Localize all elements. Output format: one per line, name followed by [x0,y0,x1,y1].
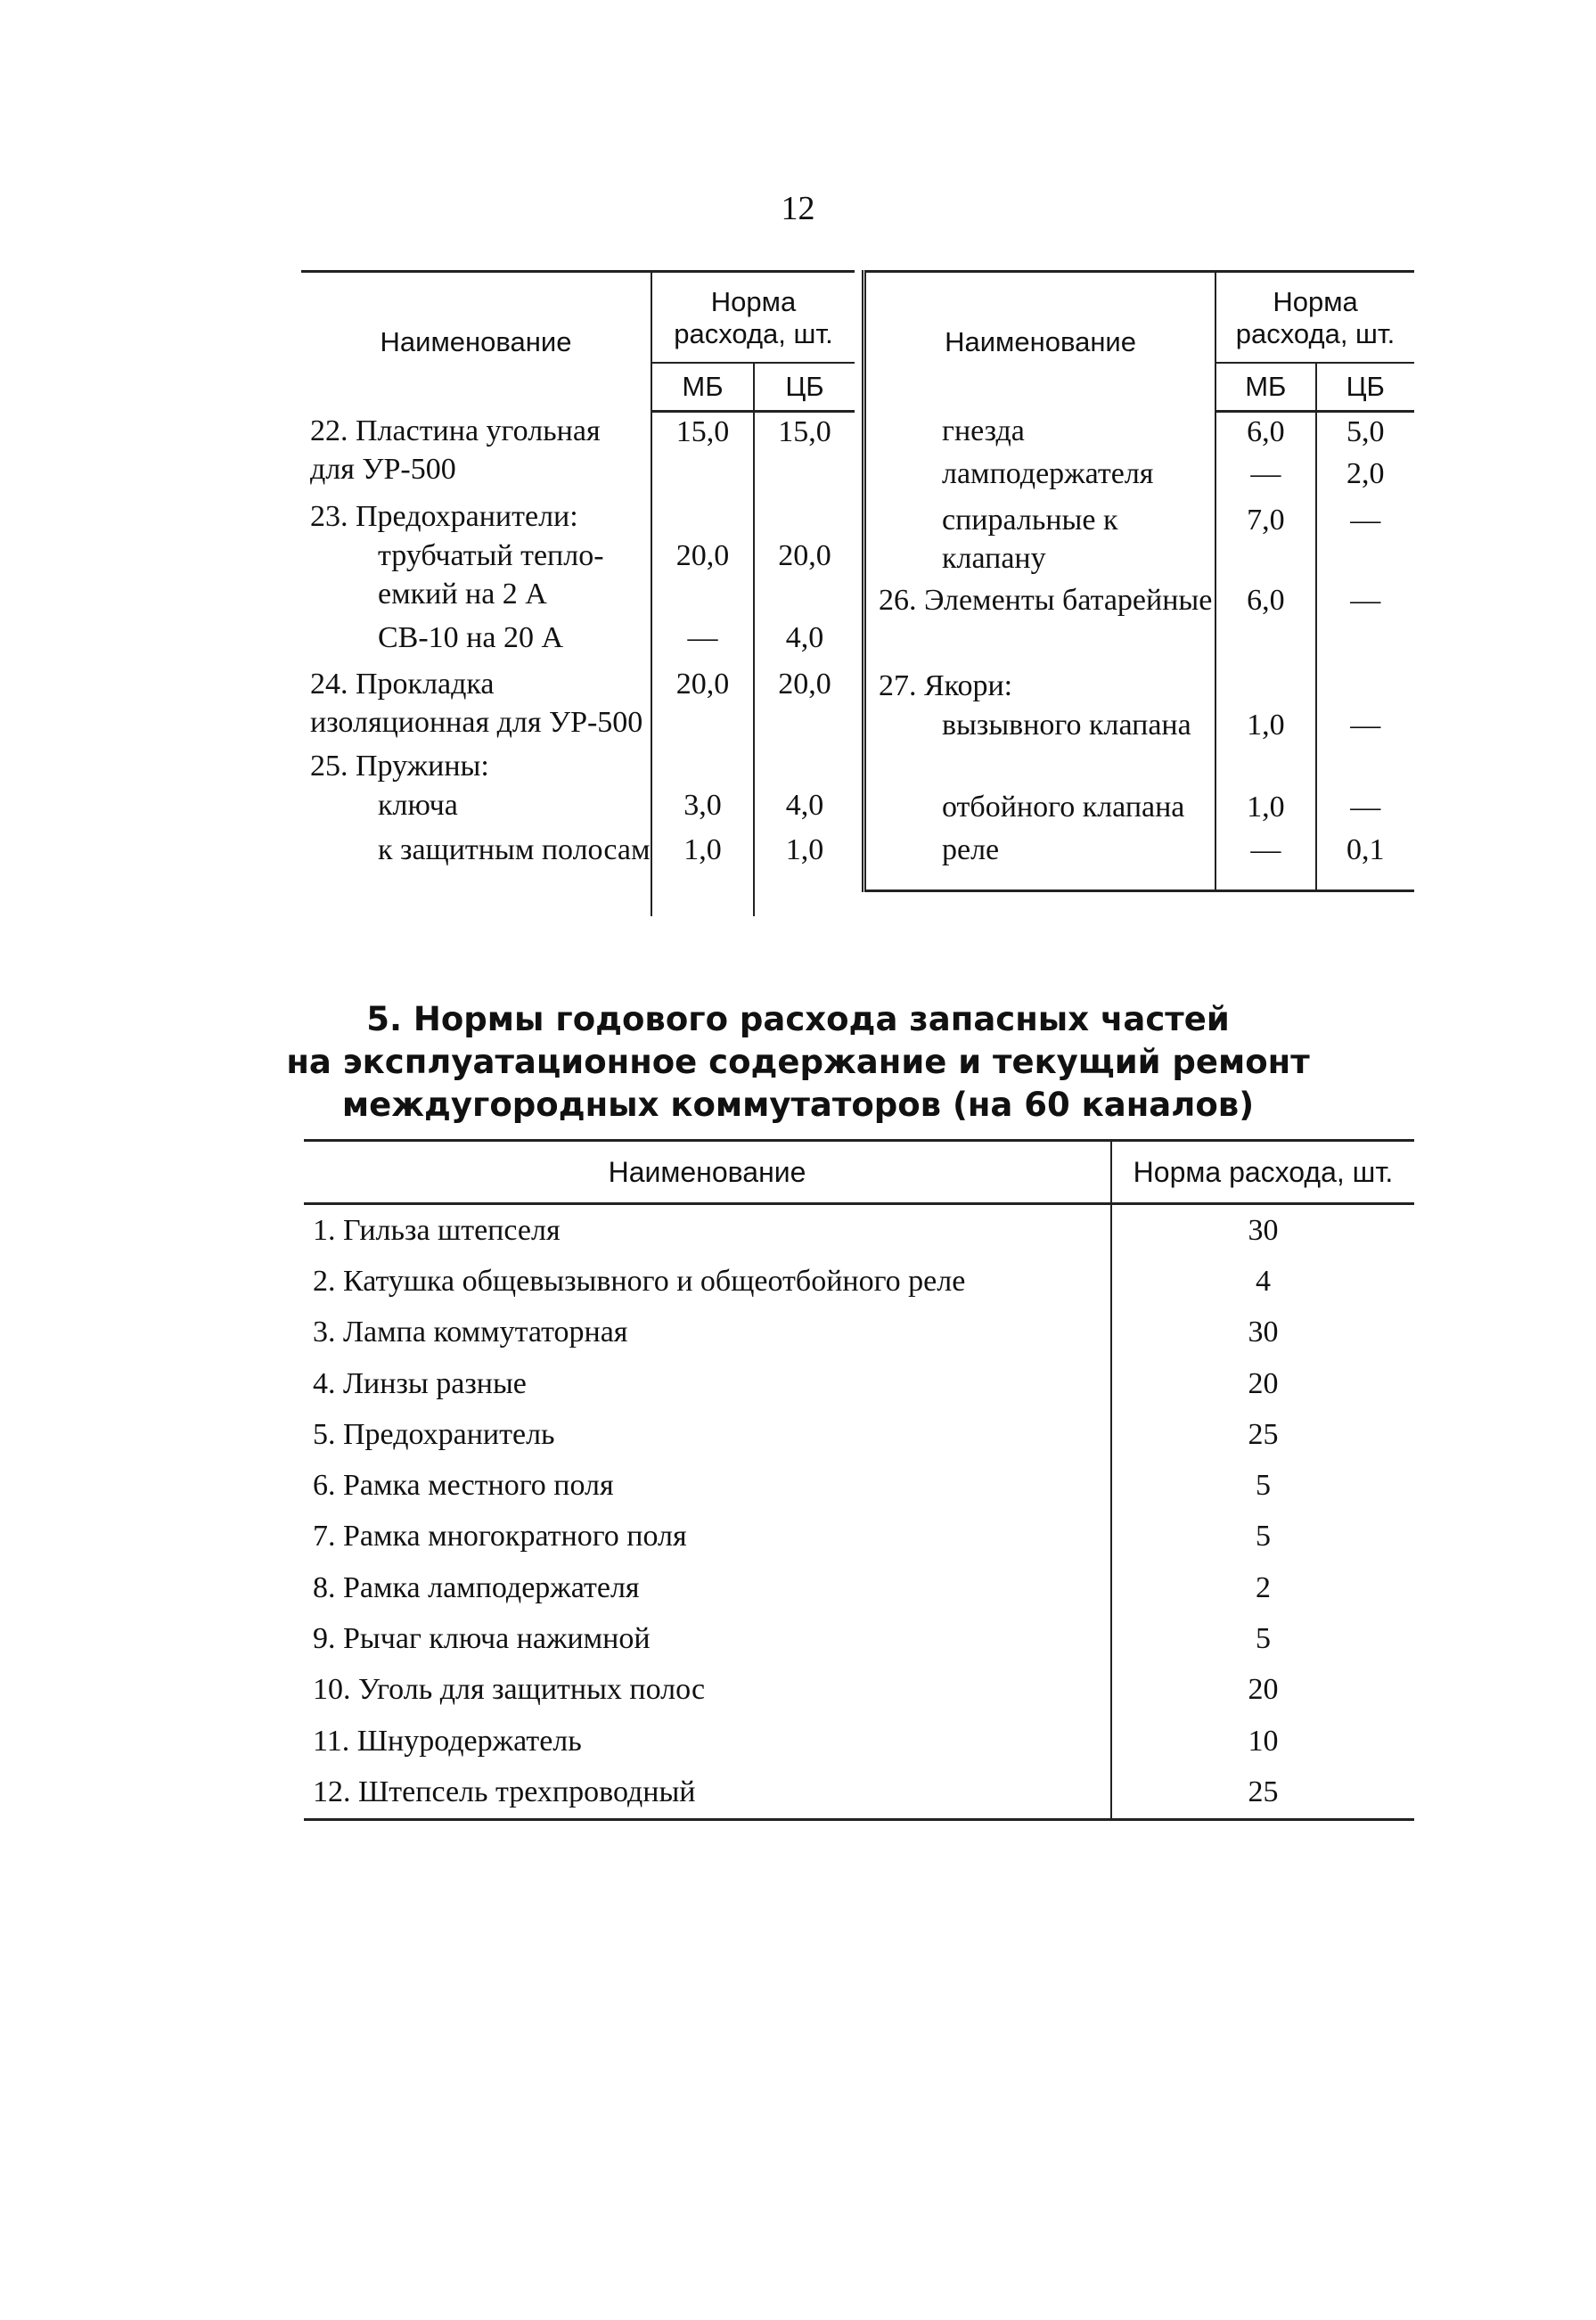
row-value: 2 [1111,1562,1414,1613]
row-mb: 15,0 [651,412,754,497]
column-header-name: Наименование [301,272,651,412]
table-row [304,1256,1414,1307]
row-name: 25. Пружины: [310,749,489,783]
row-name: 26. Элементы батарейные [879,583,1213,617]
column-header-mb: МБ [1215,363,1315,412]
table-row [304,1767,1414,1819]
table-row [301,747,855,786]
row-cb: — [1316,501,1414,581]
row-name: 12. Штепсель трехпроводный [304,1767,1111,1819]
row-cb: 20,0 [754,537,855,619]
row-value: 30 [1111,1204,1414,1257]
table-row [304,1562,1414,1613]
row-mb: — [651,619,754,665]
switchboard-spare-parts-table [304,1139,1414,1821]
column-header-name: Наименование [864,272,1216,412]
table-row [304,1204,1414,1257]
row-name: 1. Гильза штепселя [313,1213,561,1247]
page-number: 12 [781,190,815,227]
row-cb: — [1316,581,1414,667]
row-cb [754,497,855,537]
column-header-mb: МБ [651,363,754,412]
table-row [864,455,1415,501]
column-header-norma: Норма расхода, шт. [1215,272,1414,364]
table-row [301,831,855,916]
row-mb [651,747,754,786]
row-mb [1215,667,1315,706]
row-name: ламподержателя [942,456,1154,490]
table-row [864,788,1415,831]
row-name: 2. Катушка общевызывного и общеотбойного реле [313,1264,966,1298]
table-row [864,501,1415,581]
row-mb [651,497,754,537]
table-row [864,412,1415,455]
row-mb: — [1215,455,1315,501]
table-row [304,1308,1414,1358]
column-header-cb: ЦБ [754,363,855,412]
row-value: 20 [1111,1665,1414,1716]
table-row [864,706,1415,788]
table-row [864,667,1415,706]
row-mb: 1,0 [1215,788,1315,831]
row-cb: 1,0 [754,831,855,916]
row-name: реле [942,832,1000,866]
row-value: 5 [1111,1613,1414,1664]
row-name: вызывного клапана [942,708,1191,742]
row-name: 5. Предохранитель [313,1417,555,1451]
section-heading-line-1: 5. Нормы годового расхода запасных частей [366,1000,1230,1038]
row-mb: 7,0 [1215,501,1315,581]
section-heading [0,998,1596,1127]
row-name: СВ-10 на 20 А [378,620,564,654]
row-name: спиральные к клапану [942,503,1118,575]
row-name: 6. Рамка местного поля [313,1469,614,1503]
row-mb: 1,0 [1215,706,1315,788]
row-cb: 0,1 [1316,831,1414,873]
row-value: 5 [1111,1460,1414,1511]
table-row [301,786,855,831]
row-cb: 2,0 [1316,455,1414,501]
row-cb [754,747,855,786]
table-row [304,1460,1414,1511]
row-cb: 5,0 [1316,412,1414,455]
row-mb: 6,0 [1215,412,1315,455]
row-cb: 20,0 [754,665,855,747]
row-name: 3. Лампа коммутаторная [313,1316,628,1349]
row-value: 30 [1111,1308,1414,1358]
spare-parts-table-left [301,270,855,916]
row-name: 7. Рамка многократного поля [313,1520,687,1553]
row-mb: 1,0 [651,831,754,916]
row-name: отбойного клапана [942,790,1185,824]
table-row [301,412,855,497]
row-value: 25 [1111,1409,1414,1460]
table-row [864,581,1415,667]
row-name: 8. Рамка ламподержателя [313,1570,640,1604]
table-row [301,497,855,537]
row-cb: — [1316,706,1414,788]
table-row [304,1613,1414,1664]
column-header-norma: Норма расхода, шт. [1111,1141,1414,1204]
row-mb: 3,0 [651,786,754,831]
table-row [864,831,1415,873]
table-row [304,1716,1414,1767]
row-mb: 20,0 [651,665,754,747]
table-row [301,665,855,747]
table-row [301,619,855,665]
row-cb [1316,667,1414,706]
row-name: ключа [378,788,458,822]
row-cb: 15,0 [754,412,855,497]
row-value: 20 [1111,1358,1414,1409]
row-name: трубчатый тепло-емкий на 2 А [378,538,604,611]
table-row [304,1358,1414,1409]
spare-parts-table-right [862,270,1414,892]
row-name: 27. Якори: [879,668,1013,702]
row-value: 4 [1111,1256,1414,1307]
row-value: 5 [1111,1512,1414,1562]
row-name: 4. Линзы разные [313,1366,527,1400]
table-row [304,1409,1414,1460]
table-row [304,1512,1414,1562]
row-name: 9. Рычаг ключа нажимной [313,1622,651,1656]
row-cb: — [1316,788,1414,831]
table-row [301,537,855,619]
table-footer-rule [864,873,1415,891]
row-value: 10 [1111,1716,1414,1767]
row-name: 22. Пластина угольная для УР-500 [310,414,601,486]
row-name: 23. Предохранители: [310,499,578,533]
column-header-norma: Норма расхода, шт. [651,272,855,364]
column-header-name: Наименование [304,1141,1111,1204]
row-mb: 20,0 [651,537,754,619]
row-cb: 4,0 [754,619,855,665]
row-name: гнезда [942,414,1025,447]
row-name: 24. Прокладка изоляционная для УР-500 [310,667,643,739]
row-name: к защитным полосам [378,832,651,866]
row-mb: 6,0 [1215,581,1315,667]
row-mb: — [1215,831,1315,873]
row-name: 10. Уголь для защитных полос [313,1673,706,1707]
section-heading-line-3: междугородных коммутаторов (на 60 каналов) [341,1086,1255,1124]
column-header-cb: ЦБ [1316,363,1414,412]
row-cb: 4,0 [754,786,855,831]
section-heading-line-2: на эксплуатационное содержание и текущий ремонт [286,1043,1310,1081]
table-row [304,1665,1414,1716]
row-name: 11. Шнуродержатель [313,1724,582,1758]
row-value: 25 [1111,1767,1414,1819]
